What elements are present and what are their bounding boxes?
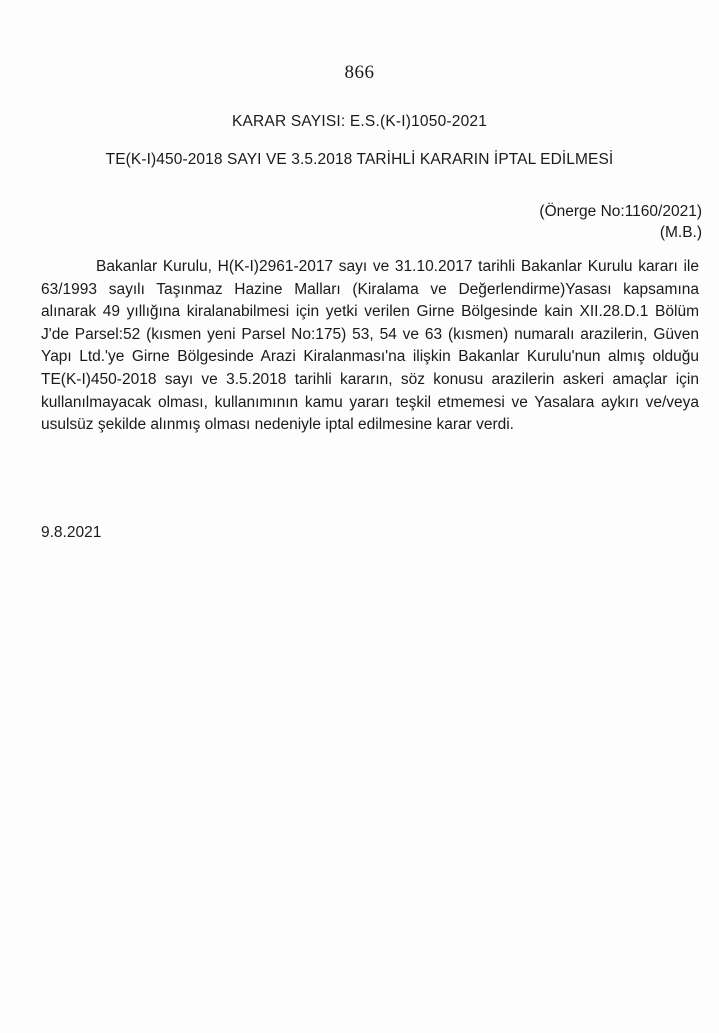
- motion-reference: (Önerge No:1160/2021): [539, 203, 702, 220]
- decision-body: Bakanlar Kurulu, H(K-I)2961-2017 sayı ve 31.10.2017 tarihli Bakanlar Kurulu kararı ile 63/1993 sayılı Taşınmaz Hazine Malları (Kiralama ve Değerlendirme)Yasası kapsamına alınarak 49 yıllığına kiralanabilmesi için yetki verilen Girne Bölgesinde kain XII.28.D.1 Bölüm J'de Parsel:52 (kısmen yeni Parsel No:175) 53, 54 ve 63 (kısmen) numaralı arazilerin, Güven Yapı Ltd.'ye Girne Bölgesinde Arazi Kiralanması'na ilişkin Bakanlar Kurulu'nun almış olduğu TE(K-I)450-2018 sayı ve 3.5.2018 tarihli kararın, söz konusu arazilerin askeri amaçlar için kullanılmayacak olması, kullanımının kamu yararı teşkil etmemesi ve Yasalara aykırı ve/veya usulsüz şekilde alınmış olması nedeniyle iptal edilmesine karar verdi.: [41, 258, 699, 434]
- decision-number: KARAR SAYISI: E.S.(K-I)1050-2021: [231, 113, 488, 130]
- reference-block: [539, 201, 702, 243]
- decision-title: TE(K-I)450-2018 SAYI VE 3.5.2018 TARİHLİ KARARIN İPTAL EDİLMESİ: [105, 151, 614, 168]
- decision-date: 9.8.2021: [41, 524, 102, 541]
- page-number: 866: [344, 62, 375, 83]
- initials: (M.B.): [659, 224, 702, 241]
